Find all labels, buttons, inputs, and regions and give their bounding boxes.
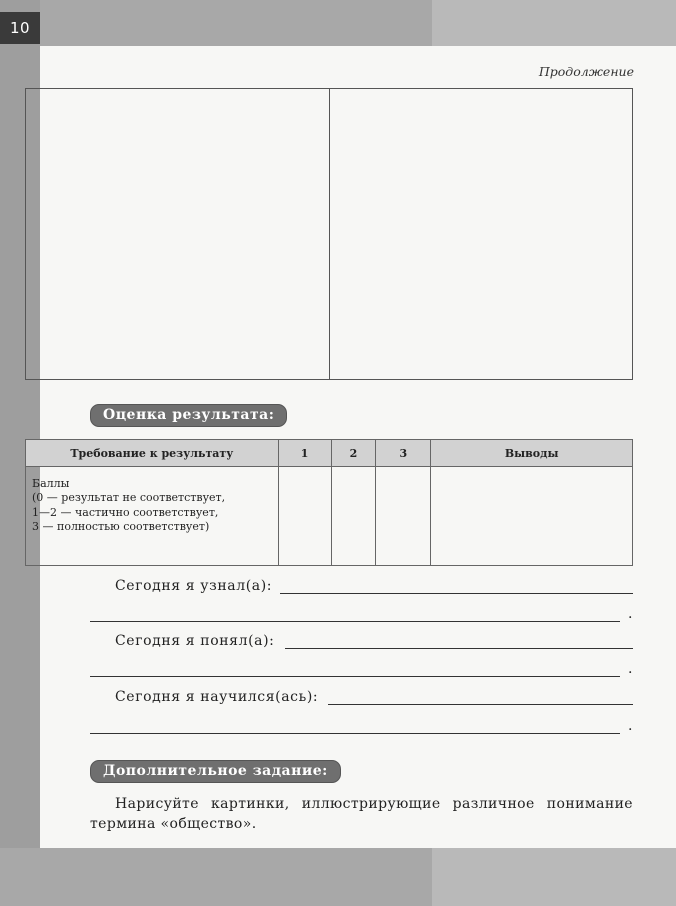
- workbook-page: [32, 46, 676, 848]
- requirement-line-3: 1—2 — частично соответствует,: [32, 505, 219, 519]
- mastered-end-mark: .: [628, 718, 633, 734]
- page-number: 10: [0, 12, 40, 44]
- mastered-line-1[interactable]: [328, 704, 633, 705]
- top-margin-band: [0, 0, 432, 46]
- score-cell-3[interactable]: [376, 467, 431, 566]
- requirement-line-2: (0 — результат не соответствует,: [32, 491, 226, 505]
- score-table-row: [26, 467, 633, 566]
- learned-line-2[interactable]: [90, 621, 620, 622]
- score-cell-1[interactable]: [278, 467, 331, 566]
- conclusions-cell[interactable]: [431, 467, 633, 566]
- learned-end-mark: .: [628, 606, 633, 622]
- learned-line-1[interactable]: [280, 593, 633, 594]
- drawing-box: [25, 88, 633, 380]
- learned-label: Сегодня я узнал(а):: [115, 578, 273, 594]
- drawing-box-right[interactable]: [329, 89, 633, 379]
- header-score-2: 2: [331, 440, 376, 467]
- header-conclusions: Выводы: [431, 440, 633, 467]
- bottom-margin-band: [0, 848, 432, 906]
- understood-end-mark: .: [628, 661, 633, 677]
- header-requirement: Требование к результату: [26, 440, 279, 467]
- understood-line-2[interactable]: [90, 676, 620, 677]
- mastered-line-2[interactable]: [90, 733, 620, 734]
- extra-task-title: Дополнительное задание:: [90, 760, 341, 783]
- mastered-label: Сегодня я научился(ась):: [115, 689, 319, 705]
- requirement-line-1: Баллы: [32, 477, 70, 490]
- requirement-line-4: 3 — полностью соответствует): [32, 519, 210, 533]
- header-score-1: 1: [278, 440, 331, 467]
- understood-label: Сегодня я понял(а):: [115, 633, 275, 649]
- drawing-box-left[interactable]: [26, 89, 329, 379]
- score-table-header-row: [26, 440, 633, 467]
- header-score-3: 3: [376, 440, 431, 467]
- score-table: [25, 439, 633, 566]
- understood-line-1[interactable]: [285, 648, 633, 649]
- extra-task-text: Нарисуйте картинки, иллюстрирующие различное понимание термина «общество».: [90, 796, 633, 833]
- continuation-label: Продолжение: [538, 64, 634, 79]
- result-section-title: Оценка результата:: [90, 404, 287, 427]
- score-cell-2[interactable]: [331, 467, 376, 566]
- requirement-cell: [26, 467, 279, 566]
